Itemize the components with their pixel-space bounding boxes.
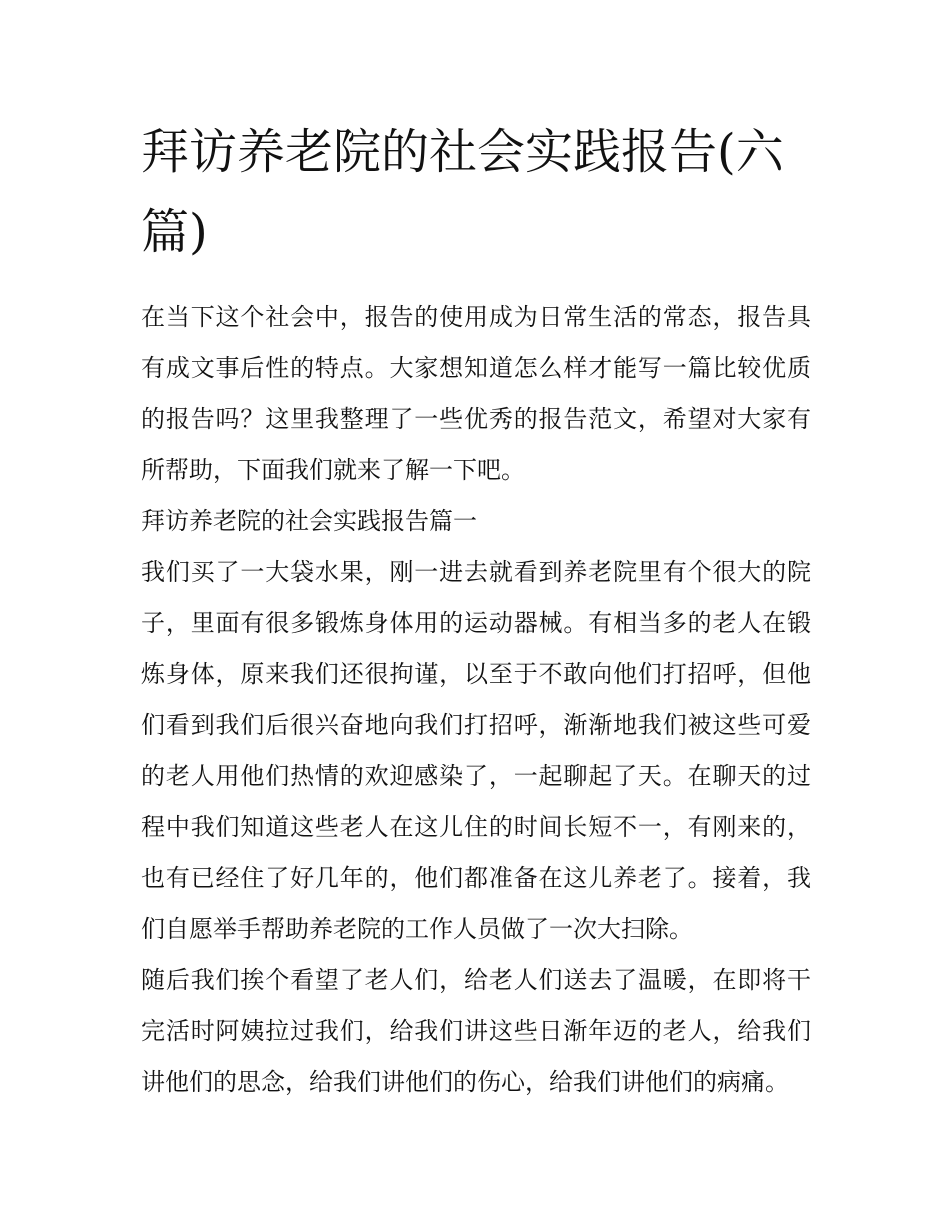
document-content bbox=[141, 112, 811, 1108]
section-heading: 拜访养老院的社会实践报告篇一 bbox=[141, 507, 477, 535]
intro-paragraph: 在当下这个社会中，报告的使用成为日常生活的常态，报告具有成文事后性的特点。大家想知道怎么样才能写一篇比较优质的报告吗？这里我整理了一些优秀的报告范文，希望对大家有所帮助，下面我们就来了解一下吧。 bbox=[141, 303, 811, 484]
body-paragraph-2: 随后我们挨个看望了老人们，给老人们送去了温暖，在即将干完活时阿姨拉过我们，给我们讲这些日渐年迈的老人，给我们讲他们的思念，给我们讲他们的伤心，给我们讲他们的病痛。 bbox=[141, 966, 811, 1096]
body-paragraph-1: 我们买了一大袋水果，刚一进去就看到养老院里有个很大的院子，里面有很多锻炼身体用的运动器械。有相当多的老人在锻炼身体，原来我们还很拘谨，以至于不敢向他们打招呼，但他们看到我们后很兴奋地向我们打招呼，渐渐地我们被这些可爱的老人用他们热情的欢迎感染了，一起聊起了天。在聊天的过程中我们知道这些老人在这儿住的时间长短不一，有刚来的，也有已经住了好几年的，他们都准备在这儿养老了。接着，我们自愿举手帮助养老院的工作人员做了一次大扫除。 bbox=[141, 558, 811, 943]
document-title: 拜访养老院的社会实践报告(六篇) bbox=[141, 124, 784, 260]
